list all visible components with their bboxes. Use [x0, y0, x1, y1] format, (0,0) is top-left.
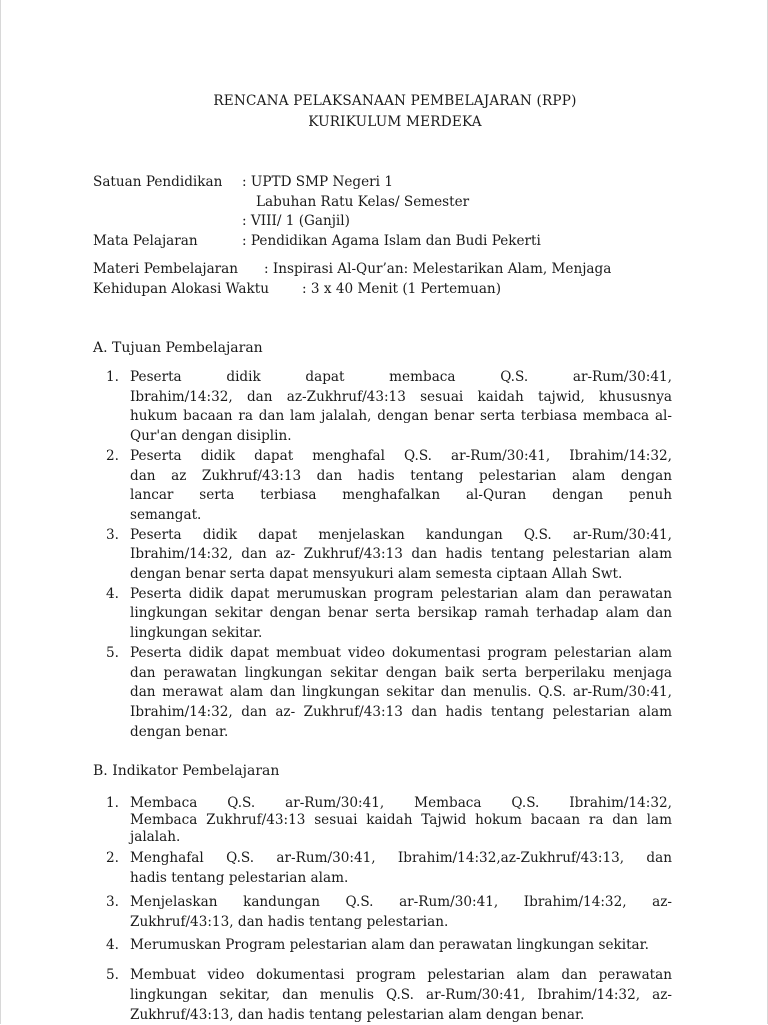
- list-item-text: [130, 526, 672, 585]
- list-item-line: Ibrahim/14:32, dan az- Zukhruf/43:13 dan hadis tentang pelestarian alam: [130, 703, 672, 720]
- list-item-line: dan perawatan lingkungan sekitar dengan baik serta berperilaku menjaga: [130, 664, 672, 681]
- list-item-line: Membuat video dokumentasi program pelestarian alam dan perawatan: [130, 967, 672, 983]
- list-item: [106, 447, 672, 526]
- list-item-line: Menjelaskan kandungan Q.S. ar-Rum/30:41, Ibrahim/14:32, az-: [130, 894, 672, 910]
- list-item-line: lingkungan sekitar.: [130, 625, 263, 642]
- list-item: [106, 585, 672, 644]
- page-edge-left: [0, 0, 1, 1024]
- list-item-line: hukum bacaan ra dan lam jalalah, dengan benar serta terbiasa membaca al-: [130, 408, 672, 425]
- list-item-line: Membaca Zukhruf/43:13 sesuai kaidah Tajwid hokum bacaan ra dan lam: [130, 812, 672, 828]
- list-item: [106, 795, 672, 846]
- list-item-number: 3.: [106, 894, 119, 910]
- list-item-line: Zukhruf/43:13, dan hadis tentang pelestarian.: [130, 914, 449, 930]
- mapel-label: Mata Pelajaran: [93, 233, 198, 249]
- list-item-line: lingkungan sekitar, dan menulis Q.S. ar-Rum/30:41, Ibrahim/14:32, az-: [130, 987, 672, 1003]
- list-item: [106, 644, 672, 743]
- document-subtitle: KURIKULUM MERDEKA: [308, 114, 482, 130]
- list-item-line: Ibrahim/14:32, dan az- Zukhruf/43:13 dan hadis tentang pelestarian alam: [130, 546, 672, 563]
- satuan-value: : UPTD SMP Negeri 1: [242, 174, 393, 190]
- list-item-line: dan merawat alam dan lingkungan sekitar dan menulis. Q.S. ar-Rum/30:41,: [130, 684, 672, 701]
- waktu-value: : 3 x 40 Menit (1 Pertemuan): [302, 281, 501, 297]
- list-item-number: 5.: [106, 644, 119, 661]
- list-item-line: Menghafal Q.S. ar-Rum/30:41, Ibrahim/14:32,az-Zukhruf/43:13, dan: [130, 850, 672, 866]
- list-item-line: Peserta didik dapat menjelaskan kandungan Q.S. ar-Rum/30:41,: [130, 526, 672, 543]
- satuan-label: Satuan Pendidikan: [93, 174, 223, 190]
- list-item-line: Qur'an dengan disiplin.: [130, 428, 292, 445]
- section-b-list: [106, 795, 672, 1025]
- section-a-list: [106, 368, 672, 742]
- list-item-number: 2.: [106, 850, 119, 866]
- list-item: [106, 526, 672, 585]
- mapel-value: : Pendidikan Agama Islam dan Budi Pekerti: [242, 233, 541, 249]
- list-item: [106, 368, 672, 447]
- list-item-line: Ibrahim/14:32, dan az-Zukhruf/43:13 sesuai kaidah tajwid, khususnya: [130, 388, 672, 405]
- list-item-line: semangat.: [130, 506, 202, 523]
- list-item-line: Peserta didik dapat menghafal Q.S. ar-Rum/30:41, Ibrahim/14:32,: [130, 447, 672, 464]
- list-item-text: [130, 892, 672, 932]
- list-item-text: [130, 965, 672, 1025]
- list-item-text: [130, 935, 672, 955]
- list-item-number: 5.: [106, 967, 119, 983]
- list-item-line: Merumuskan Program pelestarian alam dan perawatan lingkungan sekitar.: [130, 937, 649, 953]
- section-a-heading: A. Tujuan Pembelajaran: [93, 340, 263, 356]
- list-item-number: 4.: [106, 585, 119, 602]
- list-item-line: lingkungan sekitar dengan benar serta bersikap ramah terhadap alam dan: [130, 605, 672, 622]
- list-item: [106, 935, 672, 955]
- list-item-number: 1.: [106, 369, 119, 385]
- list-item-number: 2.: [106, 447, 119, 464]
- list-item-line: Peserta didik dapat membuat video dokumentasi program pelestarian alam: [130, 644, 672, 661]
- list-item-line: Peserta didik dapat membaca Q.S. ar-Rum/30:41,: [130, 369, 672, 385]
- list-item: [106, 848, 672, 888]
- list-item-line: Zukhruf/43:13, dan hadis tentang pelestarian alam dengan benar.: [130, 1007, 585, 1023]
- list-item-number: 4.: [106, 937, 119, 953]
- list-item: [106, 965, 672, 1025]
- section-b-heading: B. Indikator Pembelajaran: [93, 763, 280, 779]
- kelas-value: : VIII/ 1 (Ganjil): [242, 213, 350, 229]
- list-item-text: [130, 368, 672, 447]
- list-item-text: [130, 644, 672, 743]
- document-title: RENCANA PELAKSANAAN PEMBELAJARAN (RPP): [213, 93, 577, 109]
- materi-cont: Kehidupan Alokasi Waktu: [93, 281, 269, 297]
- list-item-line: dan az Zukhruf/43:13 dan hadis tentang pelestarian alam dengan: [130, 467, 672, 484]
- list-item-number: 1.: [106, 795, 119, 811]
- list-item-line: Peserta didik dapat merumuskan program pelestarian alam dan perawatan: [130, 585, 672, 602]
- list-item-number: 3.: [106, 526, 119, 543]
- list-item-text: [130, 848, 672, 888]
- list-item-line: jalalah.: [130, 829, 181, 845]
- list-item-text: [130, 447, 672, 526]
- satuan-value-cont: Labuhan Ratu Kelas/ Semester: [256, 194, 470, 210]
- list-item-line: dengan benar.: [130, 723, 229, 740]
- list-item: [106, 892, 672, 932]
- materi-value: : Inspirasi Al-Qur’an: Melestarikan Alam, Menjaga: [264, 261, 612, 277]
- list-item-text: [130, 585, 672, 644]
- list-item-line: Membaca Q.S. ar-Rum/30:41, Membaca Q.S. Ibrahim/14:32,: [130, 795, 672, 811]
- list-item-line: dengan benar serta dapat mensyukuri alam semesta ciptaan Allah Swt.: [130, 566, 623, 583]
- materi-label: Materi Pembelajaran: [93, 261, 239, 277]
- list-item-line: hadis tentang pelestarian alam.: [130, 870, 349, 886]
- list-item-text: [130, 795, 672, 846]
- list-item-line: lancar serta terbiasa menghafalkan al-Quran dengan penuh: [130, 487, 672, 504]
